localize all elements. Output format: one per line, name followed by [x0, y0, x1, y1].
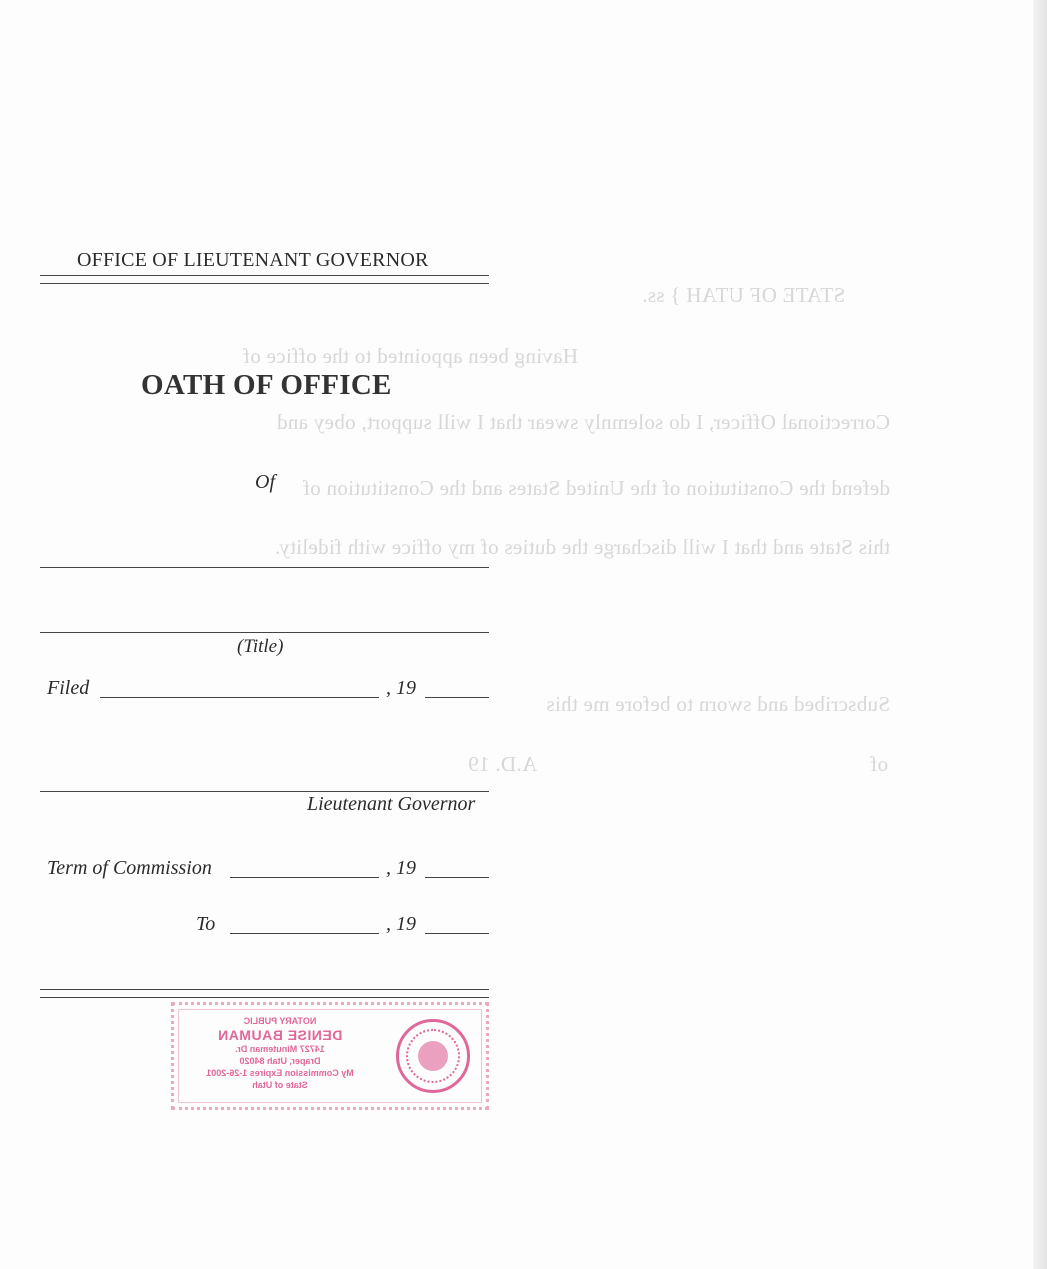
- heading-rule-bottom: [40, 283, 489, 284]
- stamp-name-line: DENISE BAUMAN: [217, 1027, 343, 1043]
- bleed-appointed-line: Having been appointed to the office of: [242, 344, 578, 368]
- term-to-year-line: [425, 933, 489, 934]
- bleed-swear-line: Correctional Officer, I do solemnly swear that I will support, obey and: [276, 410, 890, 434]
- lieutenant-governor-label: Lieutenant Governor: [307, 793, 476, 815]
- bleed-state-line: STATE OF UTAH } ss.: [642, 283, 846, 307]
- term-label: Term of Commission: [47, 857, 212, 879]
- notary-stamp: [171, 1002, 489, 1110]
- bleed-ad-line: A.D. 19: [468, 752, 538, 776]
- stamp-notary-line: NOTARY PUBLIC: [243, 1016, 317, 1026]
- title-line: [40, 632, 489, 633]
- filed-year-line: [425, 697, 489, 698]
- bleed-defend-line: defend the Constitution of the United States and the Constitution of: [302, 476, 890, 500]
- name-line: [40, 567, 489, 568]
- term-to-year-prefix: , 19: [386, 913, 416, 935]
- term-from-line: [230, 877, 379, 878]
- term-from-year-prefix: , 19: [386, 857, 416, 879]
- stamp-state-line: State of Utah: [252, 1080, 308, 1090]
- lieutenant-governor-line: [40, 791, 489, 792]
- bleed-fidelity-line: this State and that I will discharge the duties of my office with fidelity.: [274, 535, 890, 559]
- page-edge: [1033, 0, 1047, 1269]
- term-to-line: [230, 933, 379, 934]
- state-seal-icon: [396, 1019, 470, 1093]
- stamp-expiry-line: My Commission Expires 1-26-2001: [206, 1068, 354, 1078]
- bleed-of-line: of: [870, 752, 889, 776]
- bottom-rule-top: [40, 989, 489, 990]
- title-caption: (Title): [237, 636, 284, 657]
- term-from-year-line: [425, 877, 489, 878]
- office-heading: OFFICE OF LIEUTENANT GOVERNOR: [77, 249, 429, 271]
- filed-date-line: [100, 697, 379, 698]
- heading-rule-top: [40, 275, 489, 276]
- filed-label: Filed: [47, 677, 90, 699]
- stamp-street-line: 14727 Minuteman Dr.: [235, 1044, 325, 1054]
- stamp-city-line: Draper, Utah 84020: [239, 1056, 321, 1066]
- document-title: OATH OF OFFICE: [141, 369, 392, 401]
- bleed-subscribed-line: Subscribed and sworn to before me this: [546, 692, 890, 716]
- stamp-text: [180, 1015, 380, 1091]
- bottom-rule-bottom: [40, 997, 489, 998]
- of-label: Of: [255, 471, 275, 493]
- filed-year-prefix: , 19: [386, 677, 416, 699]
- to-label: To: [196, 913, 216, 935]
